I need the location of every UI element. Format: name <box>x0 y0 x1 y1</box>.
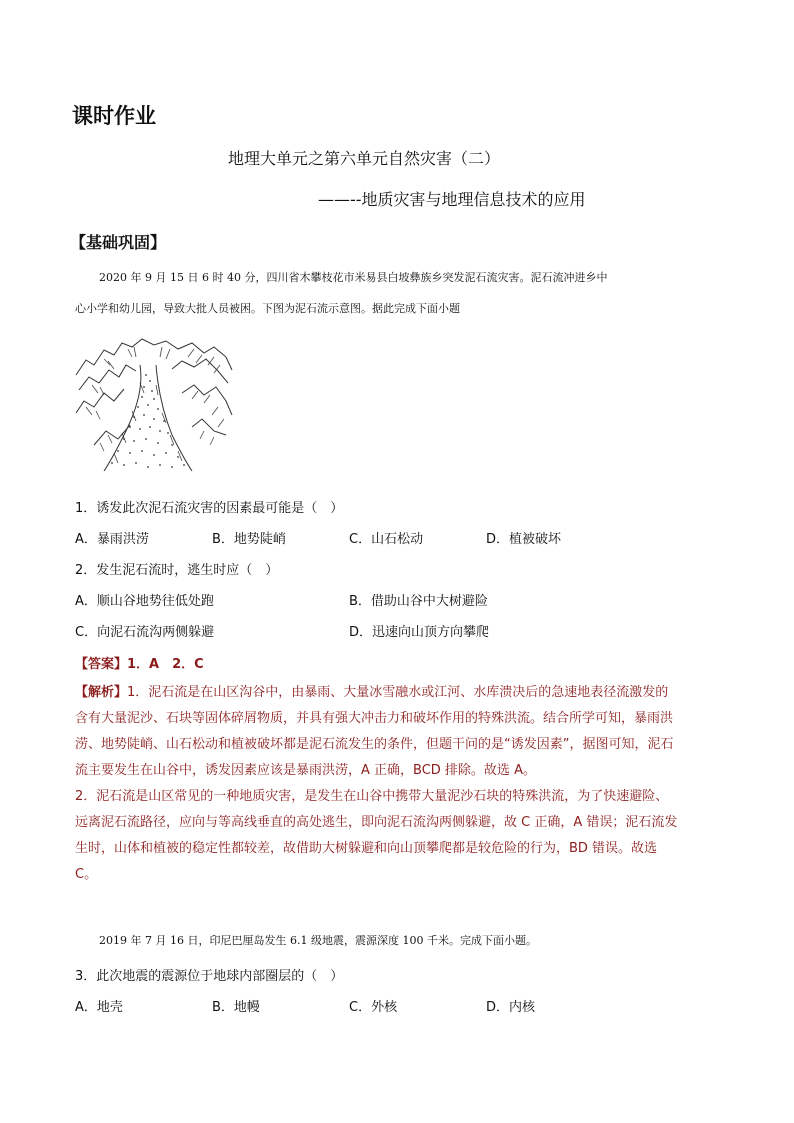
answer-text: 1．A 2．C <box>127 657 204 672</box>
analysis-p2-line-3: 生时，山体和植被的稳定性都较差，故借助大树躲避和向山顶攀爬都是较危险的行为，BD 错误。故选 <box>75 841 658 856</box>
analysis-p1-line-3: 涝、地势陡峭、山石松动和植被破坏都是泥石流发生的条件，但题干问的是“诱发因素”，据图可知，泥石 <box>75 737 674 752</box>
question-2-option-a: A．顺山谷地势往低处跑 <box>75 594 214 609</box>
question-1-option-d: D．植被破坏 <box>486 532 562 547</box>
analysis-p1-line-4: 流主要发生在山谷中，诱发因素应该是暴雨洪涝，A 正确，BCD 排除。故选 A。 <box>75 763 536 778</box>
question-2-option-d: D．迅速向山顶方向攀爬 <box>349 625 490 640</box>
answer-line <box>75 653 204 672</box>
passage-1-line-1: 2020 年 9 月 15 日 6 时 40 分，四川省木攀枝花市米易县白坡彝族乡突发泥石流灾害。泥石流冲进乡中 <box>99 271 608 284</box>
analysis-label: 【解析】 <box>75 685 128 700</box>
question-2-option-b: B．借助山谷中大树避险 <box>349 594 488 609</box>
question-2-option-c: C．向泥石流沟两侧躲避 <box>75 625 215 640</box>
analysis-p2-line-2: 远离泥石流路径，应向与等高线垂直的高处逃生，即向泥石流沟两侧躲避，故 C 正确，A 错误；泥石流发 <box>75 815 678 830</box>
passage-1 <box>75 262 725 324</box>
worksheet-label: 课时作业 <box>72 104 156 128</box>
question-2-stem: 2．发生泥石流时，逃生时应（ ） <box>75 563 279 578</box>
passage-2 <box>75 925 725 956</box>
analysis-p1-line-2: 含有大量泥沙、石块等固体碎屑物质，并具有强大冲击力和破坏作用的特殊洪流。结合所学可知，暴雨洪 <box>75 711 674 726</box>
analysis-p2-line-4: C。 <box>75 867 98 882</box>
passage-1-line-2: 心小学和幼儿园，导致大批人员被困。下图为泥石流示意图。据此完成下面小题 <box>75 302 460 315</box>
section-heading: 【基础巩固】 <box>70 233 167 252</box>
question-3-option-a: A．地壳 <box>75 1000 123 1015</box>
answer-label: 【答案】 <box>75 657 128 672</box>
question-3-option-b: B．地幔 <box>212 1000 260 1015</box>
analysis-block <box>75 680 725 888</box>
question-1-option-c: C．山石松动 <box>349 532 424 547</box>
question-3-option-c: C．外核 <box>349 1000 398 1015</box>
analysis-p2-line-1: 2．泥石流是山区常见的一种地质灾害，是发生在山谷中携带大量泥沙石块的特殊洪流，为了快速避险、 <box>75 789 669 804</box>
question-1-option-b: B．地势陡峭 <box>212 532 286 547</box>
question-1-stem: 1．诱发此次泥石流灾害的因素最可能是（ ） <box>75 501 344 516</box>
question-1-option-a: A．暴雨洪涝 <box>75 532 149 547</box>
analysis-p1-line-1: 1．泥石流是在山区沟谷中，由暴雨、大量冰雪融水或江河、水库溃决后的急速地表径流激发的 <box>127 685 669 700</box>
debris-flow-figure <box>74 335 234 475</box>
question-3-option-d: D．内核 <box>486 1000 536 1015</box>
unit-title: 地理大单元之第六单元自然灾害（二） <box>228 149 501 168</box>
unit-subtitle: ——--地质灾害与地理信息技术的应用 <box>318 190 586 209</box>
passage-2-line-1: 2019 年 7 月 16 日，印尼巴厘岛发生 6.1 级地震，震源深度 100 千米。完成下面小题。 <box>99 934 537 947</box>
question-3-stem: 3．此次地震的震源位于地球内部圈层的（ ） <box>75 969 344 984</box>
